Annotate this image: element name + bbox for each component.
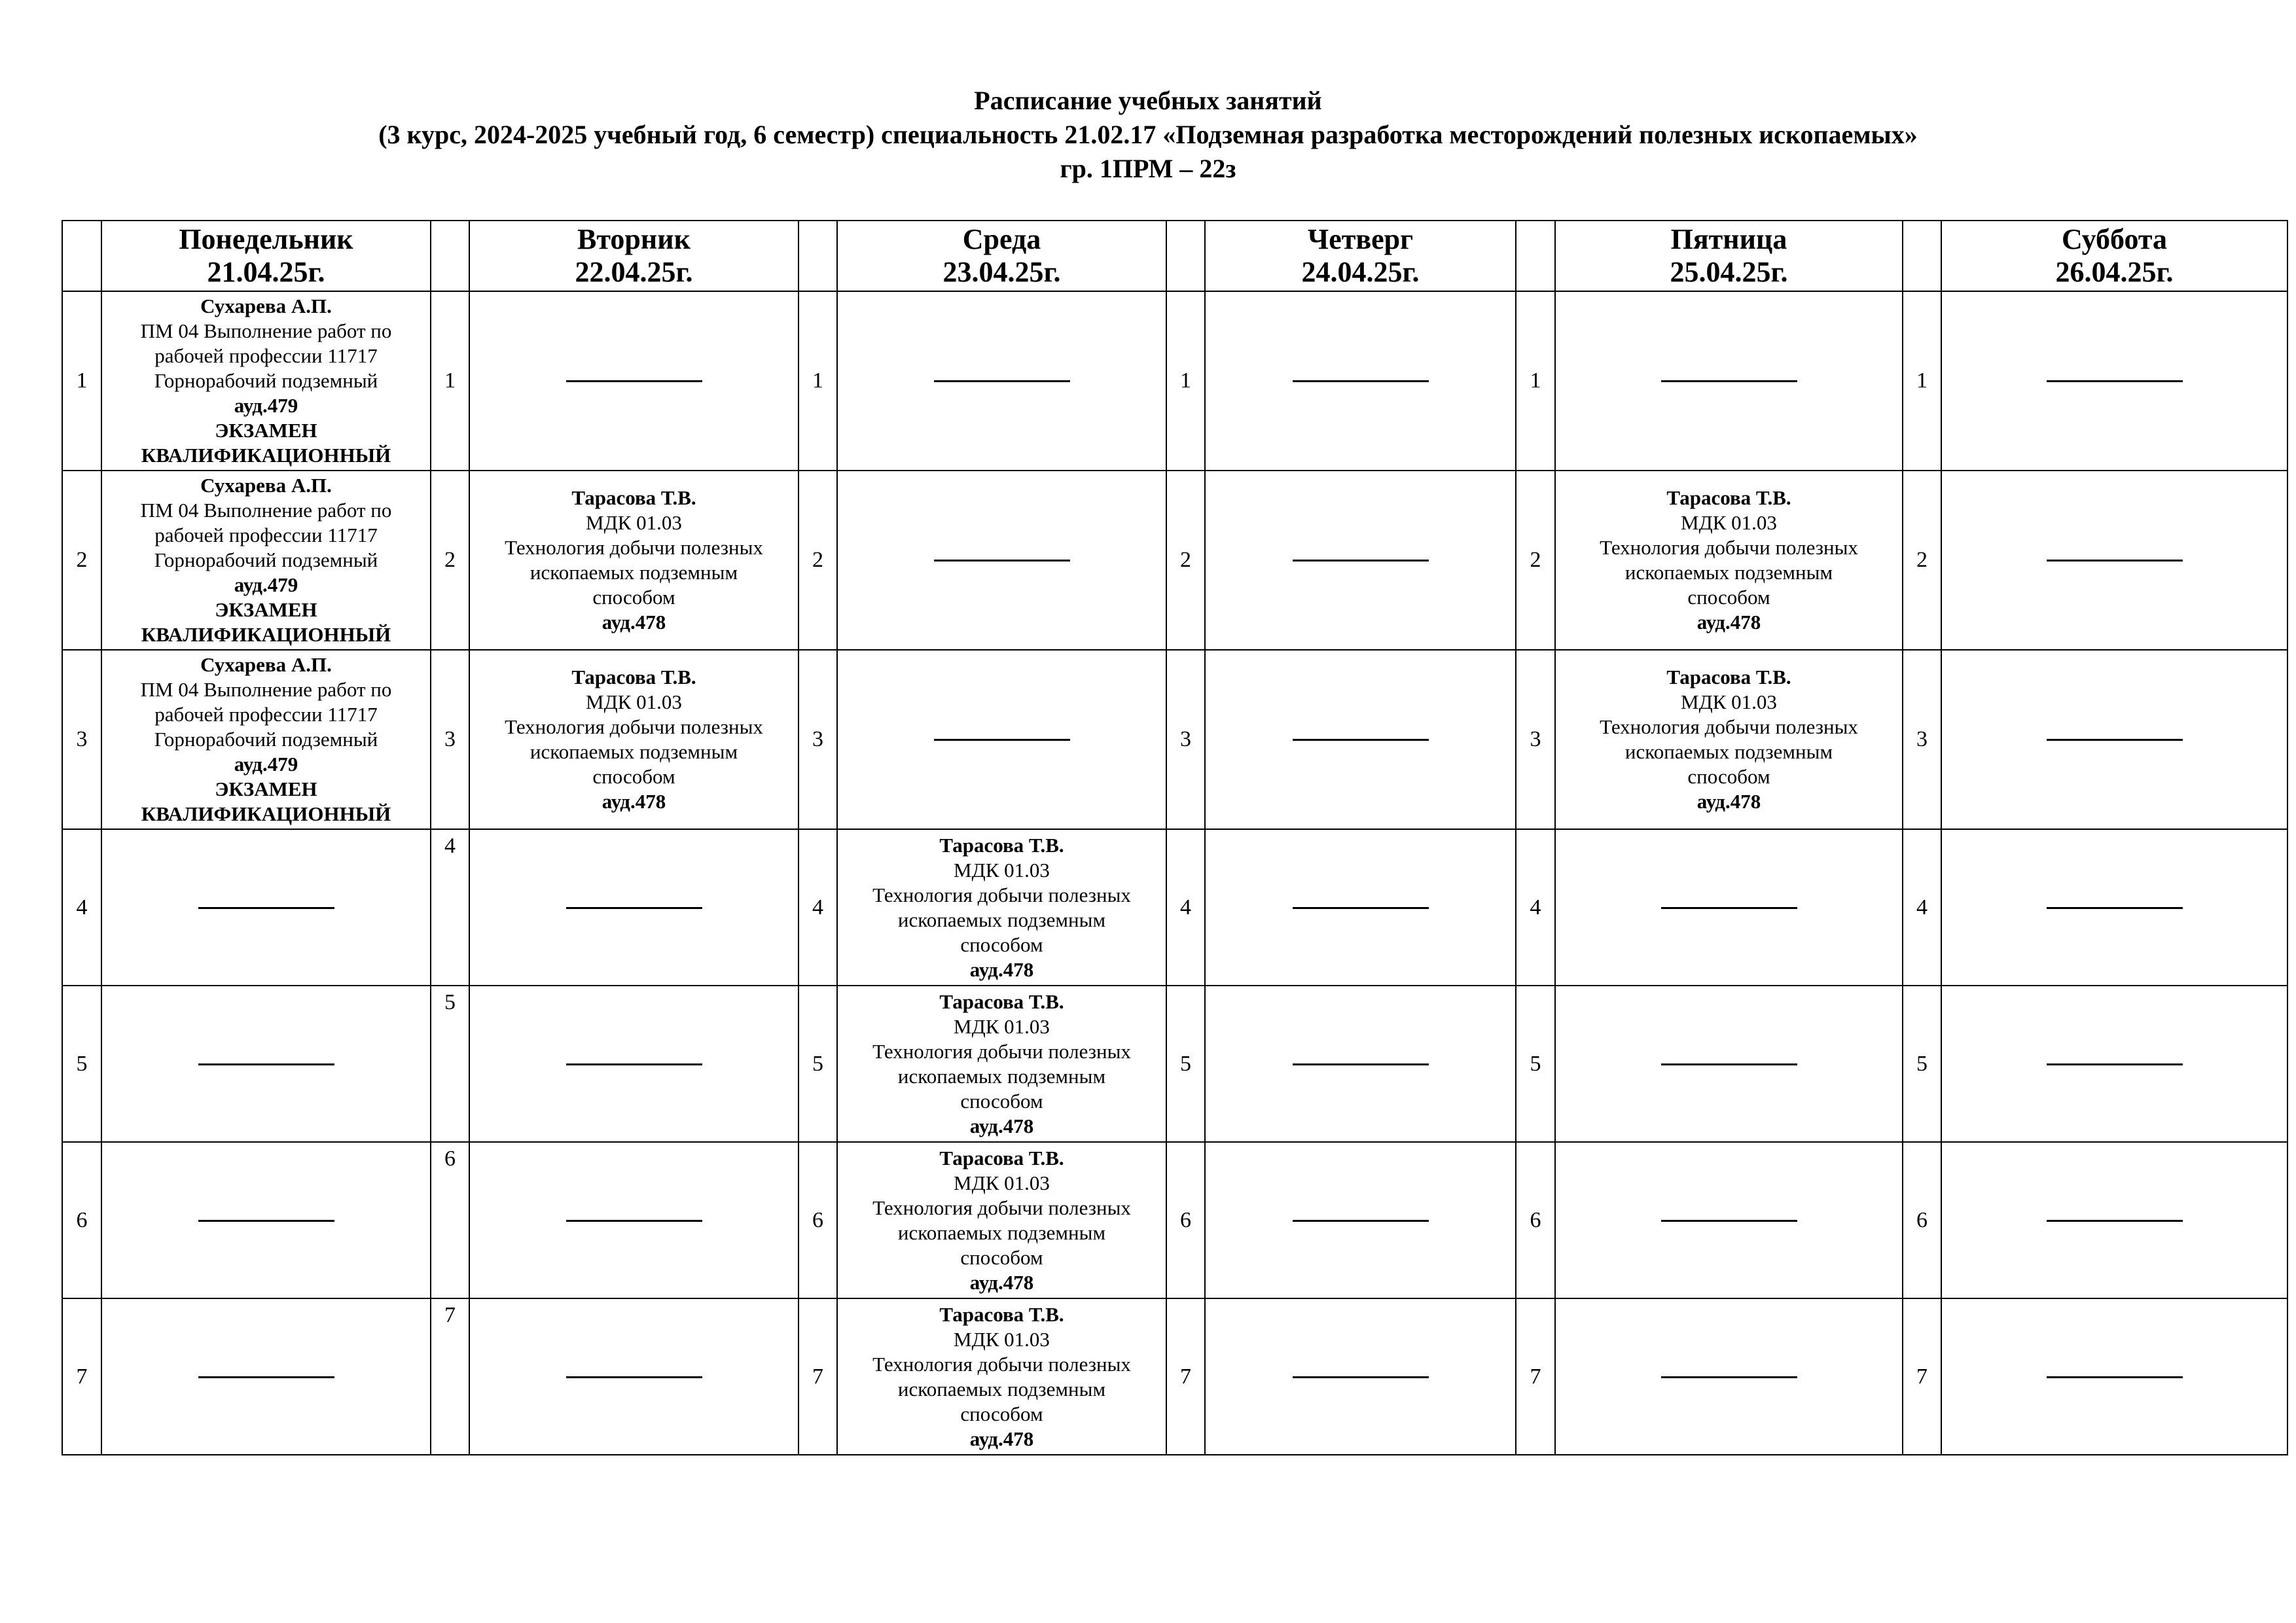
lesson-number: 4: [798, 829, 837, 986]
lesson-number: 3: [1516, 650, 1555, 829]
teacher-name: Тарасова Т.В.: [939, 1302, 1064, 1326]
lesson-number: 2: [1516, 471, 1555, 650]
empty-lesson-cell: [1555, 829, 1903, 986]
lesson-cell: [837, 986, 1166, 1142]
empty-lesson-cell: [1205, 986, 1516, 1142]
subject-line: рабочей профессии 11717: [154, 524, 378, 546]
subject-line: ПМ 04 Выполнение работ по: [140, 499, 392, 522]
empty-lesson-cell: [1941, 1142, 2287, 1298]
empty-dash: [198, 1063, 334, 1065]
room-number: ауд.478: [969, 1270, 1034, 1294]
lesson-number: 5: [431, 986, 469, 1142]
day-header-friday: [1555, 221, 1903, 291]
lesson-number: 4: [1903, 829, 1941, 986]
empty-dash: [1661, 1219, 1797, 1222]
empty-lesson-cell: [1555, 291, 1903, 471]
subject-line: Горнорабочий подземный: [154, 728, 378, 751]
lesson-number: 7: [62, 1298, 101, 1455]
lesson-row: [62, 1298, 2287, 1455]
empty-dash: [934, 380, 1070, 382]
lesson-number: 6: [1516, 1142, 1555, 1298]
empty-dash: [934, 738, 1070, 741]
empty-lesson-cell: [837, 471, 1166, 650]
day-date: 25.04.25г.: [1670, 256, 1788, 288]
subject-line: способом: [1687, 586, 1770, 609]
lesson-number: 1: [1903, 291, 1941, 471]
empty-dash: [1293, 380, 1429, 382]
teacher-name: Сухарева А.П.: [200, 474, 332, 497]
empty-lesson-cell: [1205, 471, 1516, 650]
subject-line: ПМ 04 Выполнение работ по: [140, 319, 392, 342]
room-number: ауд.478: [1696, 790, 1761, 813]
empty-dash: [2047, 559, 2183, 562]
lesson-number: 1: [1516, 291, 1555, 471]
subject-line: Технология добычи полезных: [872, 1352, 1131, 1376]
subject-line: Горнорабочий подземный: [154, 369, 378, 392]
day-name: Вторник: [577, 223, 691, 255]
subject-line: способом: [960, 1402, 1043, 1425]
teacher-name: Тарасова Т.В.: [571, 666, 696, 688]
empty-lesson-cell: [1941, 986, 2287, 1142]
subject-line: Технология добычи полезных: [505, 536, 763, 559]
lesson-number: 2: [62, 471, 101, 650]
room-number: ауд.478: [601, 611, 666, 633]
subject-line: Технология добычи полезных: [1600, 715, 1858, 738]
lesson-number: 3: [1166, 650, 1205, 829]
subject-code: МДК 01.03: [1681, 690, 1777, 713]
empty-dash: [1293, 906, 1429, 909]
document-header: [0, 84, 2296, 186]
subject-line: Технология добычи полезных: [505, 715, 763, 738]
subject-line: способом: [592, 586, 675, 609]
lesson-number: 7: [1903, 1298, 1941, 1455]
lesson-number: 1: [1166, 291, 1205, 471]
day-name: Четверг: [1307, 223, 1414, 255]
lesson-cell: [101, 291, 431, 471]
room-number: ауд.478: [969, 957, 1034, 981]
subject-code: МДК 01.03: [586, 690, 682, 713]
subject-line: способом: [1687, 765, 1770, 788]
empty-lesson-cell: [1555, 1298, 1903, 1455]
teacher-name: Тарасова Т.В.: [571, 486, 696, 509]
subject-line: Технология добычи полезных: [1600, 536, 1858, 559]
subject-line: рабочей профессии 11717: [154, 703, 378, 726]
teacher-name: Сухарева А.П.: [200, 653, 332, 676]
lesson-number: 2: [1166, 471, 1205, 650]
exam-label: ЭКЗАМЕН: [215, 777, 317, 800]
lesson-number: 4: [1516, 829, 1555, 986]
exam-label: ЭКЗАМЕН: [215, 598, 317, 621]
room-number: ауд.479: [234, 394, 298, 417]
schedule-table: [62, 220, 2288, 1455]
empty-lesson-cell: [1941, 829, 2287, 986]
lesson-number: 7: [1516, 1298, 1555, 1455]
empty-lesson-cell: [101, 1142, 431, 1298]
subject-line: ископаемых подземным: [1624, 740, 1833, 763]
empty-lesson-cell: [1555, 1142, 1903, 1298]
lesson-number: 2: [798, 471, 837, 650]
teacher-name: Тарасова Т.В.: [1666, 486, 1791, 509]
subject-line: ископаемых подземным: [529, 561, 738, 584]
lesson-cell: [1555, 471, 1903, 650]
empty-lesson-cell: [101, 1298, 431, 1455]
day-header-thursday: [1205, 221, 1516, 291]
empty-dash: [566, 1063, 702, 1065]
lesson-number: 2: [1903, 471, 1941, 650]
empty-dash: [198, 1219, 334, 1222]
lesson-number: 5: [1166, 986, 1205, 1142]
empty-dash: [566, 1219, 702, 1222]
subject-code: МДК 01.03: [954, 1327, 1050, 1351]
subject-code: МДК 01.03: [954, 1014, 1050, 1038]
day-date: 21.04.25г.: [207, 256, 325, 288]
lesson-cell: [837, 829, 1166, 986]
day-header-wednesday: [837, 221, 1166, 291]
lesson-number: 5: [62, 986, 101, 1142]
empty-dash: [1293, 1063, 1429, 1065]
subject-code: МДК 01.03: [954, 858, 1050, 882]
subject-line: ископаемых подземным: [1624, 561, 1833, 584]
empty-dash: [2047, 738, 2183, 741]
lesson-number: 6: [1166, 1142, 1205, 1298]
header-row: [62, 221, 2287, 291]
teacher-name: Тарасова Т.В.: [1666, 666, 1791, 688]
empty-dash: [1661, 380, 1797, 382]
empty-lesson-cell: [101, 986, 431, 1142]
day-date: 24.04.25г.: [1301, 256, 1420, 288]
lesson-number: 3: [62, 650, 101, 829]
lesson-number: 1: [431, 291, 469, 471]
teacher-name: Тарасова Т.В.: [939, 1146, 1064, 1169]
subject-line: способом: [960, 933, 1043, 956]
subject-code: МДК 01.03: [586, 511, 682, 534]
subject-line: ископаемых подземным: [897, 1221, 1106, 1244]
lesson-number: 1: [798, 291, 837, 471]
group-label: гр. 1ПРМ – 22з: [1060, 154, 1236, 183]
corner-cell: [1903, 221, 1941, 291]
lesson-cell: [101, 471, 431, 650]
empty-dash: [2047, 1063, 2183, 1065]
lesson-row: [62, 986, 2287, 1142]
lesson-row: [62, 650, 2287, 829]
subject-line: ископаемых подземным: [897, 1064, 1106, 1088]
lesson-number: 6: [62, 1142, 101, 1298]
lesson-number: 1: [62, 291, 101, 471]
empty-lesson-cell: [1205, 1298, 1516, 1455]
empty-lesson-cell: [1205, 1142, 1516, 1298]
empty-dash: [566, 380, 702, 382]
subject-line: рабочей профессии 11717: [154, 344, 378, 367]
lesson-number: 6: [431, 1142, 469, 1298]
empty-dash: [1293, 1219, 1429, 1222]
empty-dash: [198, 906, 334, 909]
subject-code: МДК 01.03: [954, 1171, 1050, 1194]
lesson-number: 2: [431, 471, 469, 650]
lesson-cell: [101, 650, 431, 829]
lesson-number: 7: [1166, 1298, 1205, 1455]
subject-line: ископаемых подземным: [897, 1377, 1106, 1400]
lesson-row: [62, 829, 2287, 986]
lesson-number: 5: [798, 986, 837, 1142]
empty-lesson-cell: [469, 986, 798, 1142]
lesson-row: [62, 1142, 2287, 1298]
lesson-number: 4: [431, 829, 469, 986]
subject-line: ПМ 04 Выполнение работ по: [140, 678, 392, 701]
empty-dash: [1293, 1376, 1429, 1378]
exam-label: ЭКЗАМЕН: [215, 419, 317, 442]
subject-line: Технология добычи полезных: [872, 883, 1131, 906]
teacher-name: Сухарева А.П.: [200, 294, 332, 317]
lesson-number: 7: [431, 1298, 469, 1455]
empty-dash: [1661, 1063, 1797, 1065]
corner-cell: [1516, 221, 1555, 291]
empty-lesson-cell: [469, 1142, 798, 1298]
corner-cell: [1166, 221, 1205, 291]
empty-dash: [2047, 906, 2183, 909]
day-name: Пятница: [1670, 223, 1787, 255]
empty-dash: [2047, 1219, 2183, 1222]
teacher-name: Тарасова Т.В.: [939, 833, 1064, 857]
empty-lesson-cell: [1205, 829, 1516, 986]
lesson-row: [62, 471, 2287, 650]
subject-line: ископаемых подземным: [897, 908, 1106, 931]
lesson-number: 7: [798, 1298, 837, 1455]
subject-line: Технология добычи полезных: [872, 1196, 1131, 1219]
lesson-number: 4: [62, 829, 101, 986]
empty-lesson-cell: [837, 291, 1166, 471]
empty-lesson-cell: [1941, 650, 2287, 829]
subject-line: Горнорабочий подземный: [154, 548, 378, 571]
empty-dash: [198, 1376, 334, 1378]
room-number: ауд.478: [969, 1114, 1034, 1137]
exam-label: КВАЛИФИКАЦИОННЫЙ: [141, 802, 391, 825]
day-date: 23.04.25г.: [942, 256, 1061, 288]
empty-lesson-cell: [101, 829, 431, 986]
lesson-cell: [837, 1142, 1166, 1298]
lesson-number: 3: [798, 650, 837, 829]
lesson-number: 5: [1903, 986, 1941, 1142]
lesson-number: 5: [1516, 986, 1555, 1142]
subject-line: способом: [960, 1089, 1043, 1113]
corner-cell: [431, 221, 469, 291]
empty-lesson-cell: [837, 650, 1166, 829]
empty-lesson-cell: [1555, 986, 1903, 1142]
lesson-number: 4: [1166, 829, 1205, 986]
day-name: Суббота: [2061, 223, 2168, 255]
empty-dash: [1661, 906, 1797, 909]
subject-line: способом: [592, 765, 675, 788]
room-number: ауд.478: [601, 790, 666, 813]
day-date: 26.04.25г.: [2055, 256, 2174, 288]
subject-line: способом: [960, 1245, 1043, 1269]
empty-dash: [1293, 559, 1429, 562]
day-header-tuesday: [469, 221, 798, 291]
empty-lesson-cell: [469, 1298, 798, 1455]
day-name: Понедельник: [179, 223, 353, 255]
lesson-number: 3: [431, 650, 469, 829]
day-name: Среда: [962, 223, 1041, 255]
room-number: ауд.479: [234, 573, 298, 596]
lesson-cell: [469, 471, 798, 650]
lesson-number: 6: [1903, 1142, 1941, 1298]
room-number: ауд.478: [969, 1427, 1034, 1450]
day-header-saturday: [1941, 221, 2287, 291]
empty-dash: [566, 906, 702, 909]
empty-dash: [1293, 738, 1429, 741]
empty-lesson-cell: [1205, 291, 1516, 471]
day-header-monday: [101, 221, 431, 291]
lesson-number: 6: [798, 1142, 837, 1298]
room-number: ауд.479: [234, 753, 298, 776]
subject-line: Технология добычи полезных: [872, 1039, 1131, 1063]
subject-code: МДК 01.03: [1681, 511, 1777, 534]
document-subtitle: (3 курс, 2024-2025 учебный год, 6 семестр) специальность 21.02.17 «Подземная разработка месторождений полезных ископаемых»: [378, 120, 1918, 149]
exam-label: КВАЛИФИКАЦИОННЫЙ: [141, 623, 391, 646]
lesson-number: 3: [1903, 650, 1941, 829]
empty-dash: [2047, 380, 2183, 382]
empty-lesson-cell: [1941, 291, 2287, 471]
empty-lesson-cell: [1941, 1298, 2287, 1455]
empty-dash: [566, 1376, 702, 1378]
empty-lesson-cell: [469, 829, 798, 986]
corner-cell: [62, 221, 101, 291]
day-date: 22.04.25г.: [575, 256, 693, 288]
document-title: Расписание учебных занятий: [974, 86, 1322, 115]
lesson-cell: [469, 650, 798, 829]
room-number: ауд.478: [1696, 611, 1761, 633]
lesson-row: [62, 291, 2287, 471]
empty-lesson-cell: [1941, 471, 2287, 650]
corner-cell: [798, 221, 837, 291]
teacher-name: Тарасова Т.В.: [939, 990, 1064, 1013]
empty-dash: [2047, 1376, 2183, 1378]
lesson-cell: [1555, 650, 1903, 829]
empty-lesson-cell: [469, 291, 798, 471]
lesson-cell: [837, 1298, 1166, 1455]
subject-line: ископаемых подземным: [529, 740, 738, 763]
empty-dash: [934, 559, 1070, 562]
empty-lesson-cell: [1205, 650, 1516, 829]
empty-dash: [1661, 1376, 1797, 1378]
exam-label: КВАЛИФИКАЦИОННЫЙ: [141, 444, 391, 467]
